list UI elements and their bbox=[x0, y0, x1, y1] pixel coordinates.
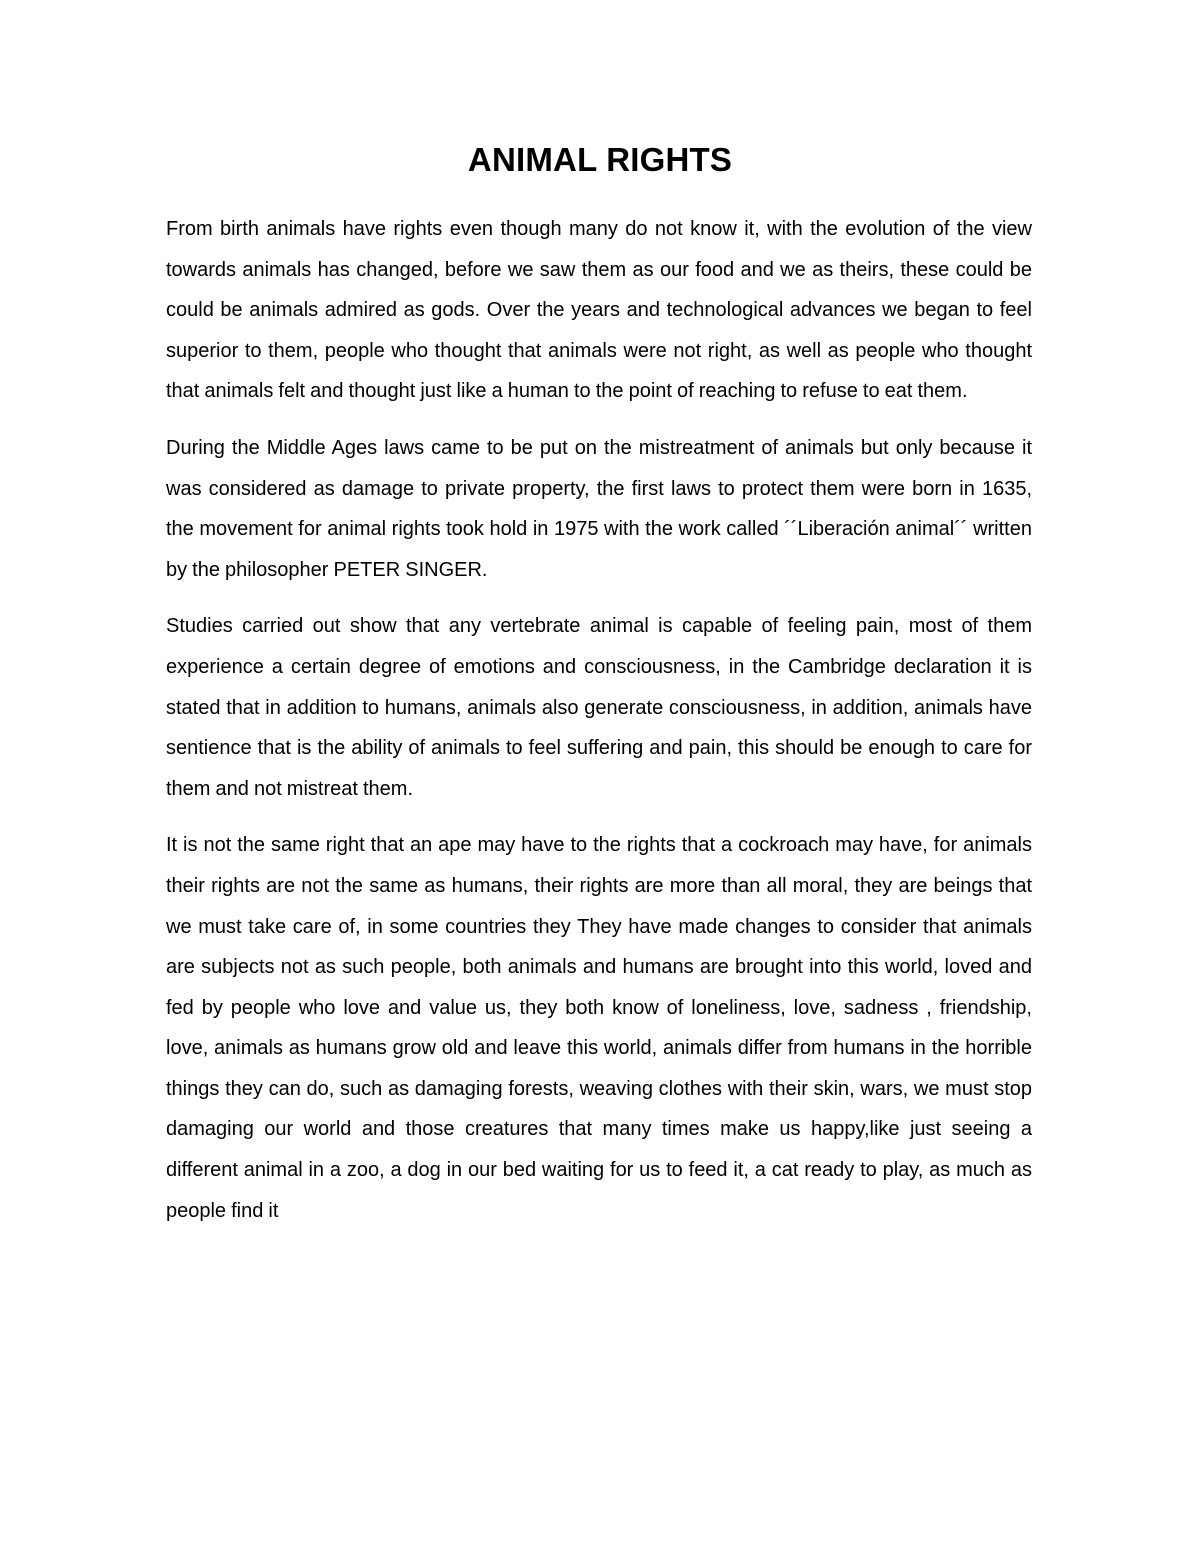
document-title: ANIMAL RIGHTS bbox=[467, 141, 733, 178]
paragraph-1: From birth animals have rights even though many do not know it, with the evolution of the view towards animals has changed, before we saw them as our food and we as theirs, these could be could be animals admired as gods. Over the years and technological advances we began to feel superior to them, people who thought that animals were not right, as well as people who thought that animals felt and thought just like a human to the point of reaching to refuse to eat them. bbox=[166, 218, 1032, 403]
document-body bbox=[166, 209, 1032, 1247]
paragraph-2: During the Middle Ages laws came to be put on the mistreatment of animals but only because it was considered as damage to private property, the first laws to protect them were born in 1635, the movement for animal rights took hold in 1975 with the work called ´´Liberación animal´´ written by the philosopher PETER SINGER. bbox=[166, 436, 1032, 581]
paragraph-4: It is not the same right that an ape may have to the rights that a cockroach may have, for animals their rights are not the same as humans, their rights are more than all moral, they are beings that we must take care of, in some countries they They have made changes to consider that animals are subjects not as such people, both animals and humans are brought into this world, loved and fed by people who love and value us, they both know of loneliness, love, sadness , friendship, love, animals as humans grow old and leave this world, animals differ from humans in the horrible things they can do, such as damaging forests, weaving clothes with their skin, wars, we must stop damaging our world and those creatures that many times make us happy,like just seeing a different animal in a zoo, a dog in our bed waiting for us to feed it, a cat ready to play, as much as people find it bbox=[166, 834, 1032, 1222]
paragraph-3: Studies carried out show that any vertebrate animal is capable of feeling pain, most of them experience a certain degree of emotions and consciousness, in the Cambridge declaration it is stated that in addition to humans, animals also generate consciousness, in addition, animals have sentience that is the ability of animals to feel suffering and pain, this should be enough to care for them and not mistreat them. bbox=[166, 615, 1032, 800]
